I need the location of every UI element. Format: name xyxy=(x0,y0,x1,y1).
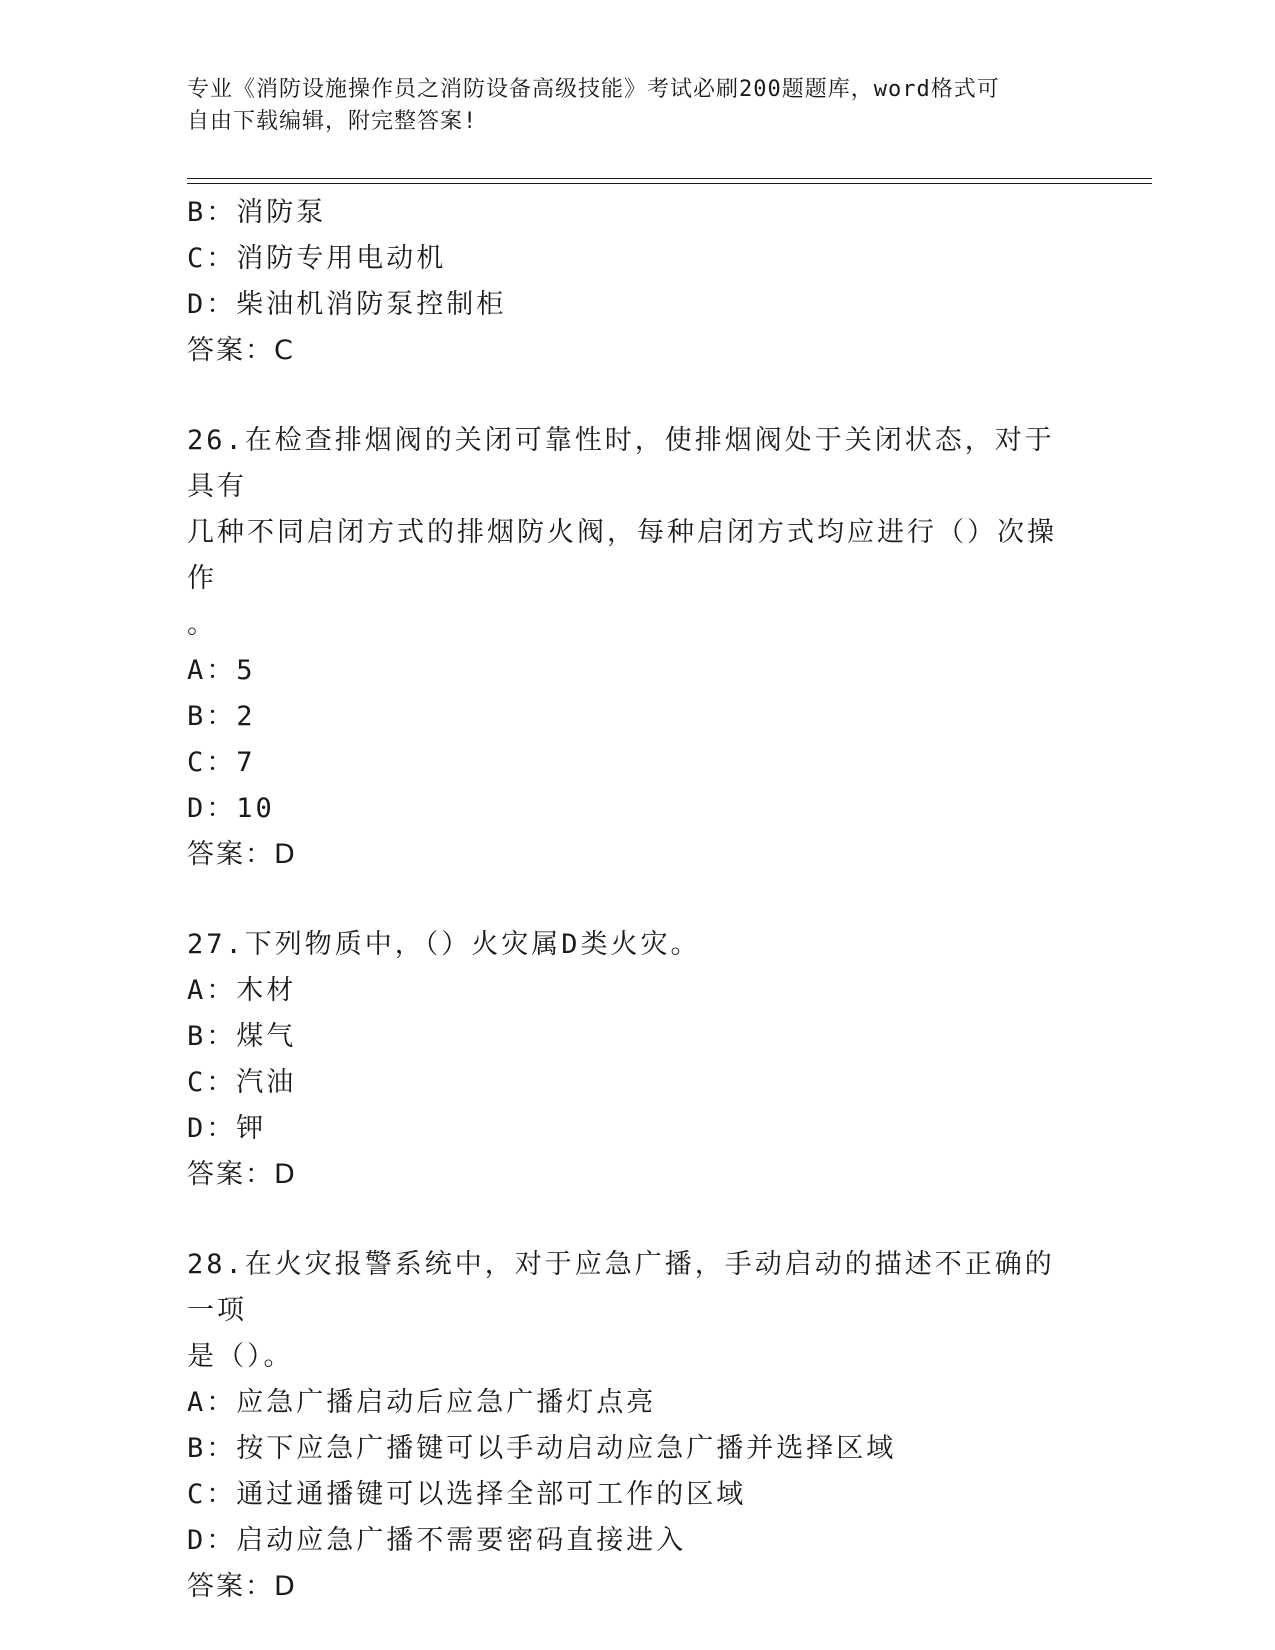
question-text xyxy=(187,922,1077,968)
option-label: D： xyxy=(187,1113,237,1144)
question-28 xyxy=(187,1242,1087,1610)
header-line-2: 自由下载编辑，附完整答案! xyxy=(187,109,478,134)
option-label: A： xyxy=(187,655,237,686)
option-label: C： xyxy=(187,1067,237,1098)
option-label: B： xyxy=(187,197,237,228)
option-label: D： xyxy=(187,289,237,320)
question-list xyxy=(187,190,1087,1610)
question-text-line-1: 28.在火灾报警系统中，对于应急广播，手动启动的描述不正确的一项 xyxy=(187,1249,1055,1326)
header-line-1: 专业《消防设施操作员之消防设备高级技能》考试必刷200题题库，word格式可 xyxy=(187,77,1000,102)
option-text: 木材 xyxy=(236,975,297,1006)
option-d xyxy=(187,282,1087,328)
option-b xyxy=(187,1426,1087,1472)
option-text: 消防泵 xyxy=(236,197,327,228)
question-text-line-1: 27.下列物质中，（）火灾属D类火灾。 xyxy=(187,929,701,960)
question-text-line-2: 是（）。 xyxy=(187,1341,294,1372)
option-text: 10 xyxy=(236,793,275,824)
option-b xyxy=(187,1014,1087,1060)
option-text: 2 xyxy=(236,701,256,732)
answer-line: 答案：C xyxy=(187,335,295,366)
question-26 xyxy=(187,418,1087,878)
option-text: 5 xyxy=(236,655,256,686)
option-text: 消防专用电动机 xyxy=(236,243,447,274)
option-c xyxy=(187,236,1087,282)
option-text: 通过通播键可以选择全部可工作的区域 xyxy=(236,1479,747,1510)
option-c xyxy=(187,1060,1087,1106)
option-label: C： xyxy=(187,1479,237,1510)
option-d xyxy=(187,1518,1087,1564)
option-a xyxy=(187,1380,1087,1426)
option-label: B： xyxy=(187,1433,237,1464)
answer-line: 答案：D xyxy=(187,1159,297,1190)
option-text: 应急广播启动后应急广播灯点亮 xyxy=(236,1387,657,1418)
option-text: 启动应急广播不需要密码直接进入 xyxy=(236,1525,687,1556)
option-text: 煤气 xyxy=(236,1021,297,1052)
option-label: B： xyxy=(187,1021,237,1052)
answer-line: 答案：D xyxy=(187,839,297,870)
question-text-line-3: 。 xyxy=(187,609,217,640)
question-text-line-1: 26.在检查排烟阀的关闭可靠性时，使排烟阀处于关闭状态，对于具有 xyxy=(187,425,1055,502)
option-text: 钾 xyxy=(236,1113,267,1144)
option-b xyxy=(187,694,1087,740)
question-text xyxy=(187,1242,1077,1380)
option-c xyxy=(187,1472,1087,1518)
option-text: 按下应急广播键可以手动启动应急广播并选择区域 xyxy=(236,1433,897,1464)
question-text xyxy=(187,418,1077,648)
option-a xyxy=(187,968,1087,1014)
option-label: A： xyxy=(187,975,237,1006)
option-label: C： xyxy=(187,243,237,274)
option-b xyxy=(187,190,1087,236)
header-divider-bottom xyxy=(187,183,1152,184)
option-label: A： xyxy=(187,1387,237,1418)
option-label: B： xyxy=(187,701,237,732)
option-text: 柴油机消防泵控制柜 xyxy=(236,289,507,320)
option-text: 7 xyxy=(236,747,256,778)
document-header xyxy=(187,74,1087,138)
option-label: D： xyxy=(187,1525,237,1556)
question-text-line-2: 几种不同启闭方式的排烟防火阀，每种启闭方式均应进行（）次操作 xyxy=(187,517,1057,594)
option-label: D： xyxy=(187,793,237,824)
option-d xyxy=(187,1106,1087,1152)
option-d xyxy=(187,786,1087,832)
question-25-tail xyxy=(187,190,1087,374)
question-27 xyxy=(187,922,1087,1198)
option-c xyxy=(187,740,1087,786)
header-divider-top xyxy=(187,178,1152,179)
option-label: C： xyxy=(187,747,237,778)
answer-line: 答案：D xyxy=(187,1571,297,1602)
option-a xyxy=(187,648,1087,694)
option-text: 汽油 xyxy=(236,1067,297,1098)
